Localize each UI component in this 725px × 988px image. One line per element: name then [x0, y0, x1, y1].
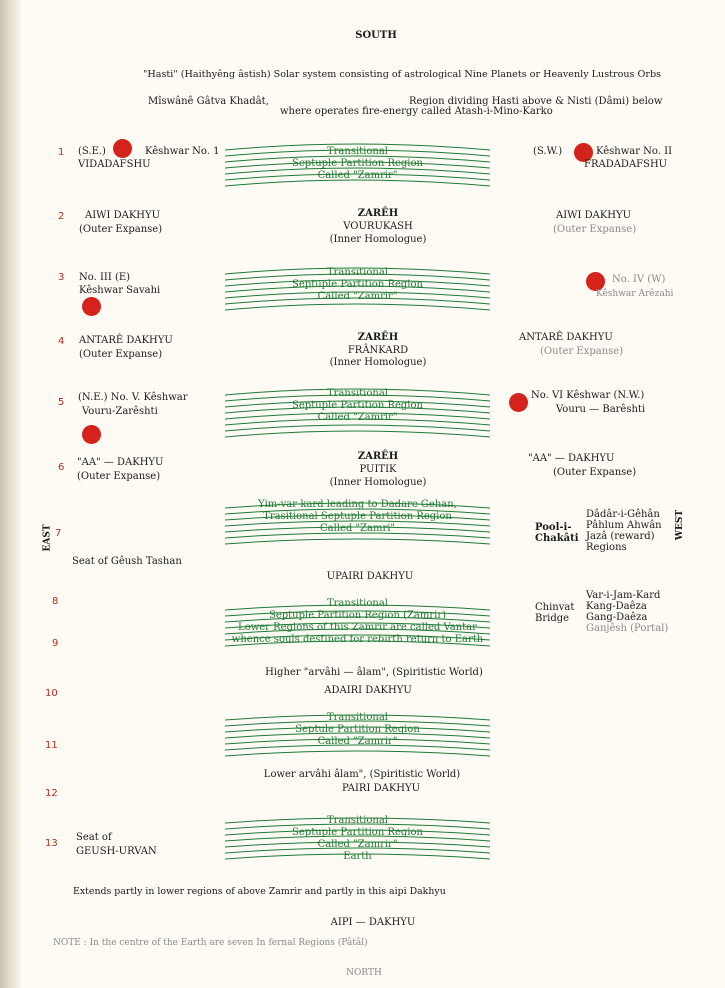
band-line: Transitional [326, 146, 389, 157]
r6-left-title: "AA" — DAKHYU [77, 457, 164, 468]
red-dot-marker [82, 297, 101, 316]
band-line: Transitional [326, 815, 389, 826]
label-east: EAST [42, 524, 53, 552]
r5-right-2: Vouru — Barêshti [556, 404, 646, 415]
r2-center-1: ZARÊH [357, 208, 399, 219]
r6-right-title: "AA" — DAKHYU [528, 453, 615, 464]
r6-center-1: ZARÊH [357, 451, 399, 462]
r4-center-2: FRÂNKARD [347, 345, 409, 356]
row-number: 11 [45, 740, 58, 751]
label-north: NORTH [346, 968, 382, 978]
pool-region-line: Jazâ (reward) [586, 531, 655, 542]
chinvat-line: Bridge [535, 613, 570, 624]
band-line: Lower Regions of this Zamrir are called Vantar [238, 622, 477, 633]
r5-left-2: Vouru-Zarêshti [82, 406, 158, 417]
note: NOTE : In the centre of the Earth are seven In fernal Regions (Pâtâl) [53, 938, 368, 948]
r4-center-1: ZARÊH [357, 332, 399, 343]
red-dot-marker [509, 393, 528, 412]
adairi-dakhyu: ADAIRI DAKHYU [324, 685, 412, 696]
r6-center-2: PUITIK [359, 464, 397, 475]
red-dot-marker [82, 425, 101, 444]
r3-left-1: No. III (E) [79, 272, 131, 283]
r4-right-title: ANTARÊ DAKHYU [519, 332, 613, 343]
r1-left-name: VIDADAFSHU [78, 159, 151, 170]
r3-right-2: Kêshwar Arêzahi [596, 289, 674, 299]
right-label-1: Region dividing Hasti above & Nisti (Dâmi) below [409, 96, 663, 107]
band-line: whence souls destined for rebirth return to Earth [231, 634, 484, 645]
r5-right-1: No. VI Kêshwar (N.W.) [531, 390, 645, 401]
zamrir-band-2 [225, 262, 490, 320]
band-line: Trasitional Septuple Partition Region [263, 511, 452, 522]
pool-i-chakati [535, 522, 579, 544]
pool-regions [586, 509, 662, 553]
row-number: 1 [58, 147, 65, 158]
r4-left-title: ANTARÊ DAKHYU [79, 335, 173, 346]
zamrir-band-7 [225, 811, 490, 869]
chinvat-region-line: Ganjêsh (Portal) [586, 623, 669, 634]
row-number: 4 [58, 336, 65, 347]
r2-left-sub: (Outer Expanse) [79, 224, 163, 235]
r6-right-sub: (Outer Expanse) [553, 467, 637, 478]
zamrir-band-3 [225, 383, 490, 441]
band-line: Transitional [326, 267, 389, 278]
red-dot-marker [113, 139, 132, 158]
zamrir-band-5 [225, 596, 490, 656]
pool-line: Pool-i- [535, 522, 572, 533]
r4-right-sub: (Outer Expanse) [540, 346, 624, 357]
lower-arvahi: Lower arvâhi âlam", (Spiritistic World) [263, 769, 461, 780]
band-line: Transitional [326, 712, 389, 723]
row-number: 2 [58, 211, 65, 222]
left-label: Mîswânê Gâtva Khadât, [148, 96, 269, 107]
r4-center-3: (Inner Homologue) [329, 357, 427, 368]
pool-region-line: Regions [586, 542, 627, 553]
r1-left-direction: (S.E.) [78, 146, 106, 157]
row-number: 7 [55, 528, 62, 539]
r5-left-1: (N.E.) No. V. Kêshwar [78, 392, 188, 403]
r2-center-3: (Inner Homologue) [329, 234, 427, 245]
band-line: Called "Zamrir" [317, 170, 398, 181]
right-label-2: where operates fire-energy called Atash-i-Mino-Karko [280, 106, 553, 117]
chinvat-region-line: Gang-Daêza [586, 612, 648, 623]
chinvat-line: Chinvat [535, 602, 575, 613]
zamrir-band-6 [225, 708, 490, 760]
band-line: Septuple Partition Region [292, 279, 423, 290]
band-line: Called "Zamrir" [317, 291, 398, 302]
seat-gush-tashan: Seat of Gêush Tashan [72, 556, 182, 567]
upairi-dakhyu: UPAIRI DAKHYU [326, 571, 414, 582]
band-line: Transitional [326, 388, 389, 399]
seat-urvan-line: Seat of [76, 832, 112, 843]
row-number: 9 [52, 638, 59, 649]
r4-left-sub: (Outer Expanse) [79, 349, 163, 360]
extends-note: Extends partly in lower regions of above Zamrir and partly in this aipi Dakhyu [73, 886, 446, 897]
band-line: Septuple Partition Region [292, 400, 423, 411]
row-number: 13 [45, 838, 58, 849]
band-line: Yim-var-kard leading to Dadare Gehan, [258, 499, 457, 510]
zamrir-band-4 [225, 496, 490, 548]
band-line: Septuple Partition Region [292, 827, 423, 838]
row-number: 10 [45, 688, 58, 699]
pool-region-line: Dâdâr-i-Gêhân [586, 509, 660, 520]
band-line: Called "Zamrir" [317, 412, 398, 423]
r1-left-keshwar: Kêshwar No. 1 [145, 146, 220, 157]
r3-right-1: No. IV (W) [612, 274, 666, 285]
aipi-dakhyu: AIPI — DAKHYU [330, 917, 416, 928]
row-number: 3 [58, 272, 65, 283]
r2-center-2: VOURUKASH [343, 221, 413, 232]
band-line: Called "Zamri" [319, 523, 396, 534]
r1-right-name: FRADADAFSHU [584, 159, 668, 170]
pool-line: Chakâti [535, 533, 579, 544]
chinvat-bridge [535, 602, 574, 624]
r1-right-keshwar: Kêshwar No. II [596, 146, 673, 157]
r1-right-direction: (S.W.) [533, 146, 563, 157]
row-number: 5 [58, 397, 65, 408]
page-edge-shadow [0, 0, 22, 988]
band-line: Earth [343, 851, 372, 862]
r2-left-title: AIWI DAKHYU [85, 210, 161, 221]
chinvat-region-line: Kang-Daêza [586, 601, 647, 612]
r6-left-sub: (Outer Expanse) [77, 471, 161, 482]
chinvat-region-line: Var-i-Jam-Kard [586, 590, 661, 601]
r6-center-3: (Inner Homologue) [329, 477, 427, 488]
band-line: Called "Zamrir" [317, 736, 398, 747]
r2-right-sub: (Outer Expanse) [553, 224, 637, 235]
title-south: SOUTH [355, 30, 397, 41]
r2-right-title: AIWI DAKHYU [556, 210, 632, 221]
band-line: Called "Zamrir" [317, 839, 398, 850]
r3-left-2: Kêshwar Savahi [79, 285, 161, 296]
row-number: 12 [45, 788, 58, 799]
band-line: Septuple Partition Region (Zamrir) [268, 610, 447, 621]
zamrir-band-1 [225, 140, 490, 192]
band-line: Septuple Partition Region [292, 158, 423, 169]
subtitle: "Hasti" (Haithyêng âstish) Solar system consisting of astrological Nine Planets or Heavenly Lustrous Orbs [142, 69, 662, 80]
chinvat-regions [586, 590, 668, 634]
label-west: WEST [675, 509, 686, 541]
seat-urvan-line: GEUSH-URVAN [76, 846, 157, 857]
band-line: Transitional [326, 598, 389, 609]
pool-region-line: Pâhlum Ahwân [586, 520, 662, 531]
band-line: Septule Partition Region [295, 724, 420, 735]
row-number: 8 [52, 596, 59, 607]
seat-geush-urvan [76, 832, 157, 857]
pairi-dakhyu: PAIRI DAKHYU [341, 783, 421, 794]
higher-arvahi: Higher "arvâhi — âlam", (Spiritistic World) [265, 667, 483, 678]
row-number: 6 [58, 462, 65, 473]
